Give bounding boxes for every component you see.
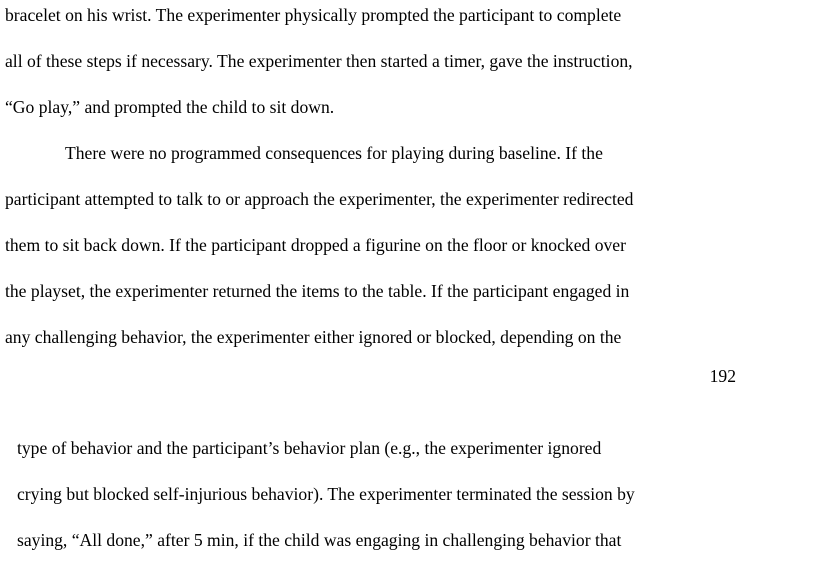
text-line: them to sit back down. If the participant dropped a figurine on the floor or knocked over [5, 235, 626, 255]
text-line: all of these steps if necessary. The experimenter then started a timer, gave the instruction, [5, 51, 633, 71]
text-line: type of behavior and the participant’s behavior plan (e.g., the experimenter ignored [17, 438, 602, 458]
text-line: participant attempted to talk to or approach the experimenter, the experimenter redirected [5, 189, 634, 209]
text-line: crying but blocked self-injurious behavior). The experimenter terminated the session by [17, 484, 635, 504]
page-number: 192 [709, 366, 736, 386]
text-line: any challenging behavior, the experimenter either ignored or blocked, depending on the [5, 327, 622, 347]
text-line: “Go play,” and prompted the child to sit down. [5, 97, 335, 117]
text-line: saying, “All done,” after 5 min, if the child was engaging in challenging behavior that [17, 530, 622, 550]
text-line: the playset, the experimenter returned the items to the table. If the participant engaged in [5, 281, 630, 301]
text-line: bracelet on his wrist. The experimenter physically prompted the participant to complete [5, 5, 622, 25]
paragraph-first-line: There were no programmed consequences for playing during baseline. If the [65, 143, 603, 163]
